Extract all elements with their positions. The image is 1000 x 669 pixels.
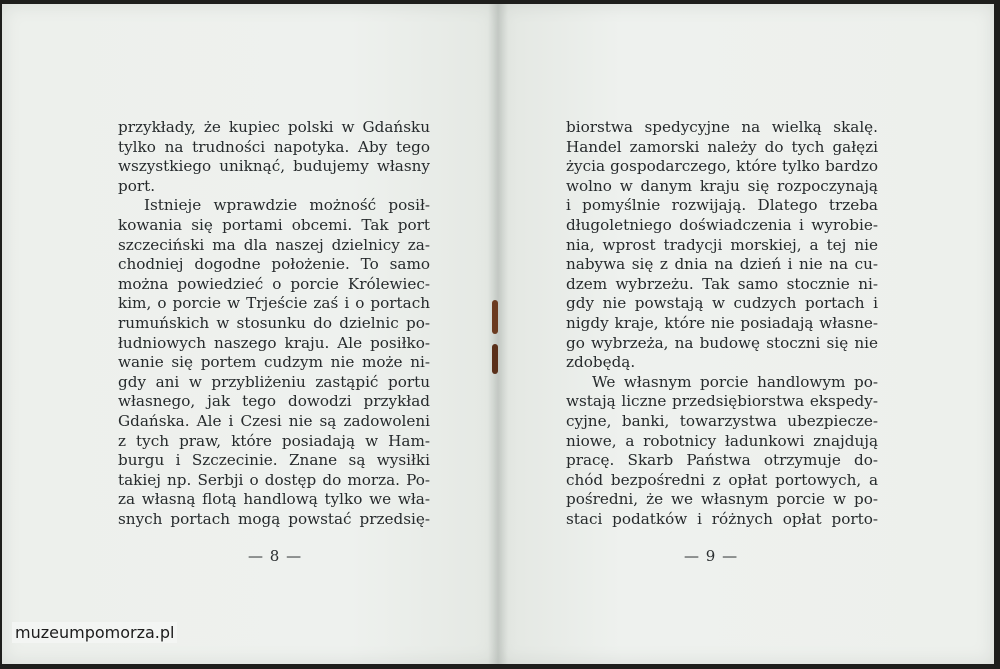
right-page-text [566, 118, 878, 529]
text-line: zdobędą. [566, 353, 636, 372]
text-line: dzem wybrzeżu. Tak samo stocznie ni- [566, 274, 878, 293]
text-line: gdy nie powstają w cudzych portach i [566, 294, 878, 313]
text-line: tylko na trudności napotyka. Aby tego [118, 137, 430, 156]
text-line: port. [118, 176, 156, 195]
text-line: go wybrzeża, na budowę stoczni się nie [566, 333, 878, 352]
page-number-left: — 8 — [248, 547, 303, 565]
text-line: cyjne, banki, towarzystwa ubezpiecze- [566, 411, 878, 430]
text-line: przykłady, że kupiec polski w Gdańsku [118, 118, 430, 136]
right-page [498, 4, 994, 664]
text-line: wstają liczne przedsiębiorstwa ekspedy- [566, 392, 878, 411]
text-line: nigdy kraje, które nie posiadają własne- [566, 313, 878, 332]
page-number-right: — 9 — [684, 547, 739, 565]
left-page [2, 4, 498, 664]
binding-thread [492, 300, 498, 334]
text-line: za własną flotą handlową tylko we wła- [118, 490, 430, 509]
text-line: łudniowych naszego kraju. Ale posiłko- [118, 333, 430, 352]
text-line: takiej np. Serbji o dostęp do morza. Po- [118, 470, 430, 489]
text-line: kowania się portami obcemi. Tak port [118, 215, 430, 234]
text-line: długoletniego doświadczenia i wyrobie- [566, 215, 878, 234]
text-line: i pomyślnie rozwijają. Dlatego trzeba [566, 196, 878, 215]
book-gutter [488, 4, 508, 664]
text-line: gdy ani w przybliżeniu zastąpić portu [118, 372, 430, 391]
text-line: niowe, a robotnicy ładunkowi znajdują [566, 431, 878, 450]
text-line: chodniej dogodne położenie. To samo [118, 255, 430, 274]
text-line: Handel zamorski należy do tych gałęzi [566, 137, 878, 156]
text-line: życia gospodarczego, które tylko bardzo [566, 157, 878, 176]
text-line: staci podatków i różnych opłat porto- [566, 509, 878, 528]
text-line: burgu i Szczecinie. Znane są wysiłki [118, 451, 430, 470]
text-line: We własnym porcie handlowym po- [592, 372, 878, 391]
text-line: chód bezpośredni z opłat portowych, a [566, 470, 878, 489]
text-line: snych portach mogą powstać przedsię- [118, 509, 430, 528]
text-line: nia, wprost tradycji morskiej, a tej nie [566, 235, 878, 254]
binding-thread [492, 344, 498, 374]
text-line: można powiedzieć o porcie Królewiec- [118, 274, 430, 293]
text-line: własnego, jak tego dowodzi przykład [118, 392, 430, 411]
text-line: pośredni, że we własnym porcie w po- [566, 490, 878, 509]
text-line: biorstwa spedycyjne na wielką skalę. [566, 118, 878, 136]
text-line: wanie się portem cudzym nie może ni- [118, 353, 430, 372]
watermark: muzeumpomorza.pl [12, 622, 177, 643]
text-line: szczeciński ma dla naszej dzielnicy za- [118, 235, 430, 254]
left-page-text [118, 118, 430, 529]
text-line: rumuńskich w stosunku do dzielnic po- [118, 313, 430, 332]
text-line: Gdańska. Ale i Czesi nie są zadowoleni [118, 411, 430, 430]
text-line: nabywa się z dnia na dzień i nie na cu- [566, 255, 878, 274]
text-line: wszystkiego uniknąć, budujemy własny [118, 157, 430, 176]
text-line: wolno w danym kraju się rozpoczynają [566, 176, 878, 195]
text-line: Istnieje wprawdzie możność posił- [144, 196, 430, 215]
text-line: pracę. Skarb Państwa otrzymuje do- [566, 451, 878, 470]
text-line: kim, o porcie w Trjeście zaś i o portach [118, 294, 430, 313]
text-line: z tych praw, które posiadają w Ham- [118, 431, 430, 450]
